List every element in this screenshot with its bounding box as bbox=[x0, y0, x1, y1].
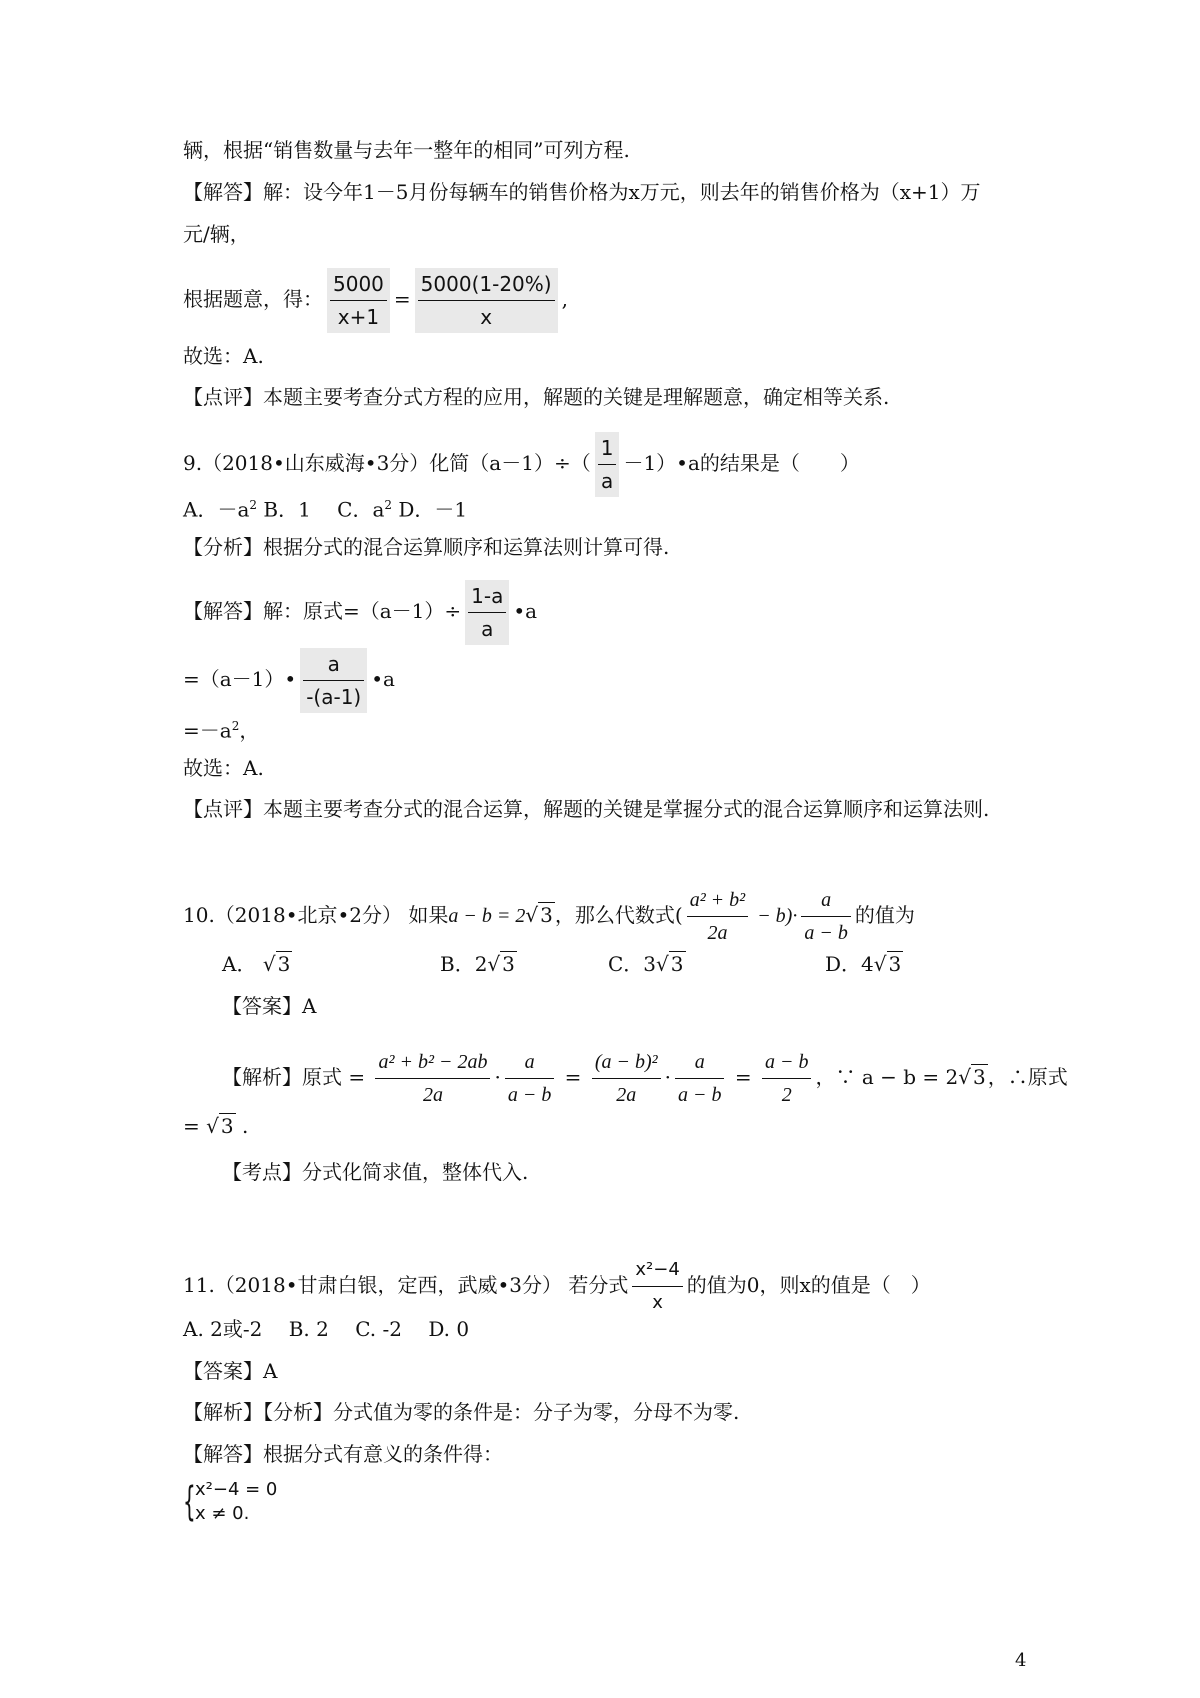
text-line: 【解析】【分析】分式值为零的条件是：分子为零，分母不为零. bbox=[183, 1400, 740, 1424]
q9-options: A．$-a^2$ B．1 C．$a^2$ D．－1 bbox=[183, 497, 468, 522]
fraction: $\frac{\text{a² + b²}}{2a}$ bbox=[687, 886, 749, 947]
text-line: 【答案】A bbox=[222, 994, 317, 1018]
text-line: 辆，根据“销售数量与去年一整年的相同”可列方程. bbox=[183, 138, 630, 162]
text-line: 故选：A. bbox=[183, 344, 264, 368]
fraction: $\frac{5000(1-20\%)}{x}$ bbox=[415, 268, 558, 333]
text-line: 【点评】本题主要考查分式的混合运算，解题的关键是掌握分式的混合运算顺序和运算法则. bbox=[183, 797, 990, 821]
text-line: 故选：A. bbox=[183, 756, 264, 780]
q10-option-c: C．3√ 3 bbox=[608, 952, 684, 976]
brace: { bbox=[183, 1479, 196, 1525]
fraction: $\frac{a - b}{2}$ bbox=[762, 1048, 812, 1109]
fraction: $\frac{a}{a - b}$ bbox=[675, 1048, 725, 1109]
system-row: x²−4 = 0 bbox=[195, 1479, 278, 1500]
fraction: $\frac{5000}{x+1}$ bbox=[327, 268, 390, 333]
equation-line: 【解答】解：原式=（a－1）÷ $\frac{1-a}{a}$ •a bbox=[183, 580, 537, 645]
fraction: $\frac{\text{a² + b² − 2ab}}{2a}$ bbox=[375, 1048, 490, 1109]
equation-line: $=-a^2$， bbox=[183, 718, 260, 743]
q10-option-a: A． √ 3 bbox=[222, 952, 291, 976]
equation-line: =（a－1）• $\frac{a}{-(a-1)}$ •a bbox=[183, 648, 395, 713]
equation-line: 【解析】原式 = $\frac{\text{a² + b² − 2ab}}{2a}$ · $\frac{a}{a - b}$ = $\frac{\text{(a − b)²}}{2a}$ · $\frac{a}{a - b}$ = $\frac{a - b}{2}$ ，∵ a − b = 2√ 3 ，∴原式 bbox=[222, 1048, 1068, 1109]
text-line: 元/辆， bbox=[183, 222, 250, 246]
page-number: 4 bbox=[1015, 1650, 1027, 1671]
text-line: A. 2或-2 B. 2 C. -2 D. 0 bbox=[183, 1317, 470, 1341]
q10-option-d: D．4√ 3 bbox=[825, 952, 902, 976]
text-line: 【分析】根据分式的混合运算顺序和运算法则计算可得. bbox=[183, 535, 670, 559]
question-11: 11.（2018•甘肃白银，定西，武威•3分） 若分式 $\frac{\text{x²−4}}{x}$ 的值为0，则x的值是（ ） bbox=[183, 1256, 931, 1317]
fraction: $\frac{\text{(a − b)²}}{2a}$ bbox=[592, 1048, 661, 1109]
fraction: $\frac{1-a}{a}$ bbox=[465, 580, 509, 645]
q10-option-b: B．2√ 3 bbox=[440, 952, 515, 976]
question-10: 10.（2018•北京•2分） 如果a − b = 2√ 3 ，那么代数式( $\frac{\text{a² + b²}}{2a}$ − b)· $\frac{a}{a - b}$ 的值为 bbox=[183, 886, 915, 947]
equation-system bbox=[183, 1478, 277, 1526]
text-line: 【点评】本题主要考查分式方程的应用，解题的关键是理解题意，确定相等关系. bbox=[183, 385, 890, 409]
text-line: 【解答】解：设今年1－5月份每辆车的销售价格为x万元，则去年的销售价格为（x+1）万 bbox=[183, 180, 981, 204]
text-line: 【答案】A bbox=[183, 1359, 278, 1383]
question-9: 9.（2018•山东威海•3分）化简（a－1）÷（ $\frac{1}{a}$ －1）•a的结果是（ ） bbox=[183, 432, 860, 497]
equation-line: = √ 3 . bbox=[183, 1114, 249, 1138]
equation-line: 根据题意，得： $\frac{5000}{x+1}$ = $\frac{5000(1-20\%)}{x}$ , bbox=[183, 268, 568, 333]
fraction: $\frac{a}{a - b}$ bbox=[505, 1048, 555, 1109]
fraction: $\frac{a}{a - b}$ bbox=[801, 886, 851, 947]
fraction: $\frac{1}{a}$ bbox=[595, 432, 620, 497]
fraction: $\frac{\text{x²−4}}{x}$ bbox=[632, 1256, 682, 1317]
text-line: 【解答】根据分式有意义的条件得： bbox=[183, 1442, 503, 1466]
system-row: x ≠ 0. bbox=[195, 1503, 250, 1524]
fraction: $\frac{a}{-(a-1)}$ bbox=[300, 648, 367, 713]
text-line: 【考点】分式化简求值，整体代入. bbox=[222, 1160, 529, 1184]
